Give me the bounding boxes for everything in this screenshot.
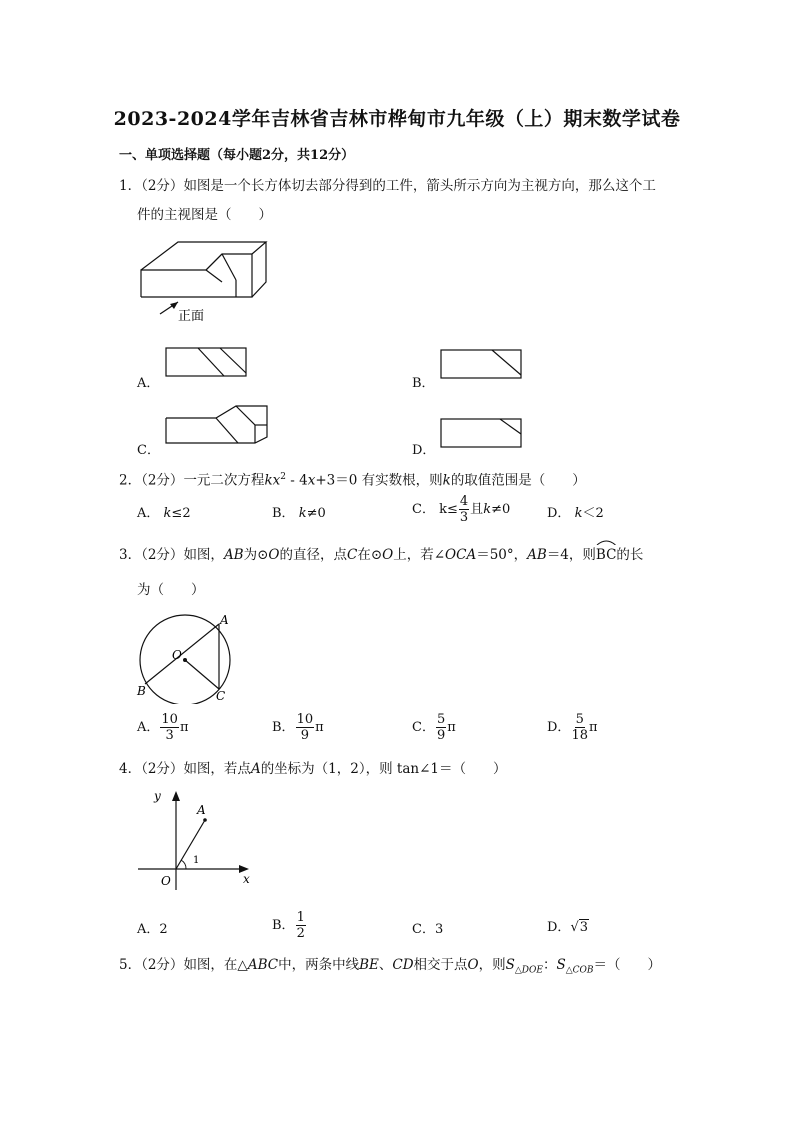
q3-option-b[interactable]: [272, 713, 324, 742]
question-text: 、: [378, 957, 393, 973]
page-title: 2023-2024学年吉林省吉林市桦甸市九年级（上）期末数学试卷: [113, 108, 681, 130]
option-label: A．: [137, 720, 160, 735]
numerator: 5: [436, 712, 446, 727]
var-s: S: [556, 957, 566, 973]
var-k: k: [439, 502, 447, 517]
q3-option-c[interactable]: [412, 713, 456, 742]
question-text: 如图，: [183, 547, 224, 563]
var-o: O: [467, 957, 479, 973]
question-number: 3．: [119, 547, 142, 563]
conjunction: 且: [470, 502, 484, 517]
var-o: O: [382, 547, 394, 563]
question-text: 如图是一个长方体切去部分得到的工件，箭头所示方向为主视方向，那么这个工: [183, 178, 656, 194]
question-number: 1．: [119, 178, 142, 194]
arc-letters: BC: [595, 547, 617, 563]
question-text: ：: [542, 957, 557, 973]
arrow-head-icon: [170, 302, 178, 309]
question-2-text: [119, 467, 586, 491]
question-text: - 4: [285, 472, 308, 489]
label-angle-1: 1: [193, 855, 200, 866]
radicand: 3: [579, 920, 589, 935]
var-k: k: [264, 472, 273, 489]
var-k: k: [163, 506, 172, 521]
var-x: x: [307, 472, 316, 489]
question-text: 如图，在△: [183, 957, 248, 973]
y-axis-arrow-icon: [172, 791, 180, 801]
question-text: 为⊙: [243, 547, 269, 563]
option-label: D．: [547, 720, 571, 735]
ray-oa: [176, 820, 205, 869]
denominator: 18: [571, 728, 588, 743]
center-point: [183, 658, 187, 662]
question-text: 的直径，点: [279, 547, 347, 563]
label-o: O: [161, 874, 171, 888]
var-abc: ABC: [247, 957, 279, 973]
question-number: 5．: [119, 957, 142, 973]
radius-oc: [185, 660, 219, 689]
var-k: k: [574, 506, 583, 521]
question-score: （2分）: [141, 957, 184, 973]
pi-symbol: π: [447, 720, 456, 735]
label-x: x: [243, 872, 250, 886]
question-text: 的坐标为（1，2），则 tan∠1＝（ ）: [260, 761, 507, 777]
denominator: 3: [459, 510, 469, 525]
q3-option-a[interactable]: [137, 713, 188, 742]
pi-symbol: π: [315, 720, 324, 735]
question-text: ＝4，则: [546, 547, 596, 563]
question-text: ，则: [478, 957, 506, 973]
question-number: 2．: [119, 472, 142, 489]
option-label: C．: [412, 502, 435, 517]
q4-option-a[interactable]: [137, 918, 168, 937]
label-o: O: [172, 648, 182, 662]
option-value: ＜2: [582, 506, 604, 521]
numerator: 4: [459, 494, 469, 509]
numerator: 10: [161, 712, 178, 727]
var-oca: OCA: [445, 547, 477, 563]
question-score: （2分）: [141, 547, 184, 563]
question-text: +3＝0 有实数根，则: [315, 472, 443, 489]
arc-mark-icon: [596, 539, 617, 545]
var-s: S: [505, 957, 515, 973]
label-a: A: [220, 613, 229, 627]
option-value: 2: [159, 922, 168, 937]
var-a: A: [250, 761, 261, 777]
pi-symbol: π: [179, 720, 189, 735]
option-value: 3: [434, 922, 444, 937]
q1-option-a-label[interactable]: A．: [137, 376, 160, 391]
option-value: ≠0: [491, 502, 511, 517]
question-number: 4．: [119, 761, 142, 777]
option-value: ≠0: [306, 506, 326, 521]
question-text: 如图，若点: [183, 761, 251, 777]
numerator: 10: [296, 712, 314, 727]
q1-option-d-figure[interactable]: [440, 418, 524, 450]
option-label: B．: [272, 720, 295, 735]
label-y: y: [154, 789, 161, 803]
label-a: A: [197, 803, 206, 817]
question-text: 在⊙: [357, 547, 383, 563]
q1-workpiece-figure: [130, 232, 280, 332]
question-text: ＝（ ）: [593, 957, 661, 973]
var-be: BE: [359, 957, 379, 973]
question-5-text: [119, 955, 661, 981]
pi-symbol: π: [588, 720, 598, 735]
subscript: △DOE: [514, 965, 543, 976]
section-heading: 一、单项选择题（每小题2分，共12分）: [119, 148, 355, 163]
question-text: 的长: [616, 547, 644, 563]
option-label: C．: [412, 922, 435, 937]
denominator: 9: [436, 728, 446, 743]
relation: ≤: [446, 502, 458, 517]
question-3-line1: [119, 545, 643, 565]
question-3-line2: 为（ ）: [137, 582, 205, 598]
question-4-text: [119, 759, 506, 779]
option-label: C．: [412, 720, 435, 735]
q4-option-c[interactable]: [412, 918, 443, 937]
question-text: 一元二次方程: [183, 472, 265, 489]
option-label: A．: [137, 506, 160, 521]
point-a: [203, 818, 207, 822]
denominator: 9: [300, 728, 309, 743]
question-text: 中，两条中线: [278, 957, 360, 973]
var-k: k: [442, 472, 451, 489]
workpiece-front-face: [141, 254, 252, 297]
denominator: 3: [165, 728, 174, 743]
numerator: 5: [575, 712, 584, 727]
var-c: C: [347, 547, 358, 563]
var-ab: AB: [527, 547, 547, 563]
fraction: [459, 495, 469, 524]
fraction: [160, 713, 179, 742]
q3-option-d[interactable]: [547, 713, 598, 742]
option-label: D．: [547, 506, 571, 521]
option-label: D．: [547, 920, 571, 935]
question-1-line2: 件的主视图是（ ）: [137, 207, 272, 223]
question-score: （2分）: [141, 761, 184, 777]
label-c: C: [216, 689, 226, 703]
q1-option-c-figure[interactable]: [163, 403, 273, 447]
exponent: 2: [280, 472, 286, 482]
question-text: ＝50°，: [476, 547, 528, 563]
var-cd: CD: [392, 957, 414, 973]
question-score: （2分）: [141, 472, 184, 489]
sqrt-expression: [570, 920, 589, 935]
option-label: A．: [137, 922, 160, 937]
q1-option-d-label[interactable]: D．: [412, 443, 436, 458]
numerator: 1: [296, 910, 305, 925]
q1-option-a-figure[interactable]: [165, 347, 249, 379]
q4-option-b[interactable]: [272, 911, 307, 940]
var-k: k: [483, 502, 492, 517]
front-label: 正面: [178, 309, 205, 324]
q2-option-c[interactable]: [412, 495, 510, 524]
question-1-line1: [119, 176, 656, 196]
q4-coordinate-figure: [133, 785, 263, 890]
fraction: [296, 713, 315, 742]
q3-circle-figure: [134, 612, 244, 704]
q2-option-d[interactable]: [547, 502, 604, 521]
var-o: O: [268, 547, 280, 563]
option-label: B．: [272, 506, 295, 521]
fraction: [436, 713, 446, 742]
q4-option-d[interactable]: [547, 916, 589, 935]
q2-option-a[interactable]: [137, 502, 191, 521]
workpiece-top-face: [141, 242, 266, 270]
question-text: 的取值范围是（ ）: [450, 472, 586, 489]
q1-option-b-label[interactable]: B．: [412, 376, 435, 391]
var-x: x: [272, 472, 281, 489]
q2-option-b[interactable]: [272, 502, 326, 521]
option-label: B．: [272, 918, 295, 933]
option-value: ≤2: [171, 506, 191, 521]
q1-option-b-figure[interactable]: [440, 349, 524, 381]
angle-1-arc: [181, 860, 186, 869]
fraction: [296, 911, 306, 940]
label-b: B: [137, 684, 146, 698]
q1-option-c-label[interactable]: C．: [137, 443, 160, 458]
workpiece-right-face: [252, 242, 266, 297]
question-text: 上，若∠: [393, 547, 446, 563]
question-text: 相交于点: [413, 957, 468, 973]
fraction: [571, 713, 588, 742]
question-score: （2分）: [141, 178, 184, 194]
var-k: k: [298, 506, 307, 521]
sqrt-icon: √: [570, 920, 579, 935]
denominator: 2: [296, 926, 305, 941]
var-ab: AB: [223, 547, 244, 563]
subscript: △COB: [565, 965, 594, 976]
arc-bc: [596, 545, 617, 565]
diameter-ab: [145, 624, 219, 684]
